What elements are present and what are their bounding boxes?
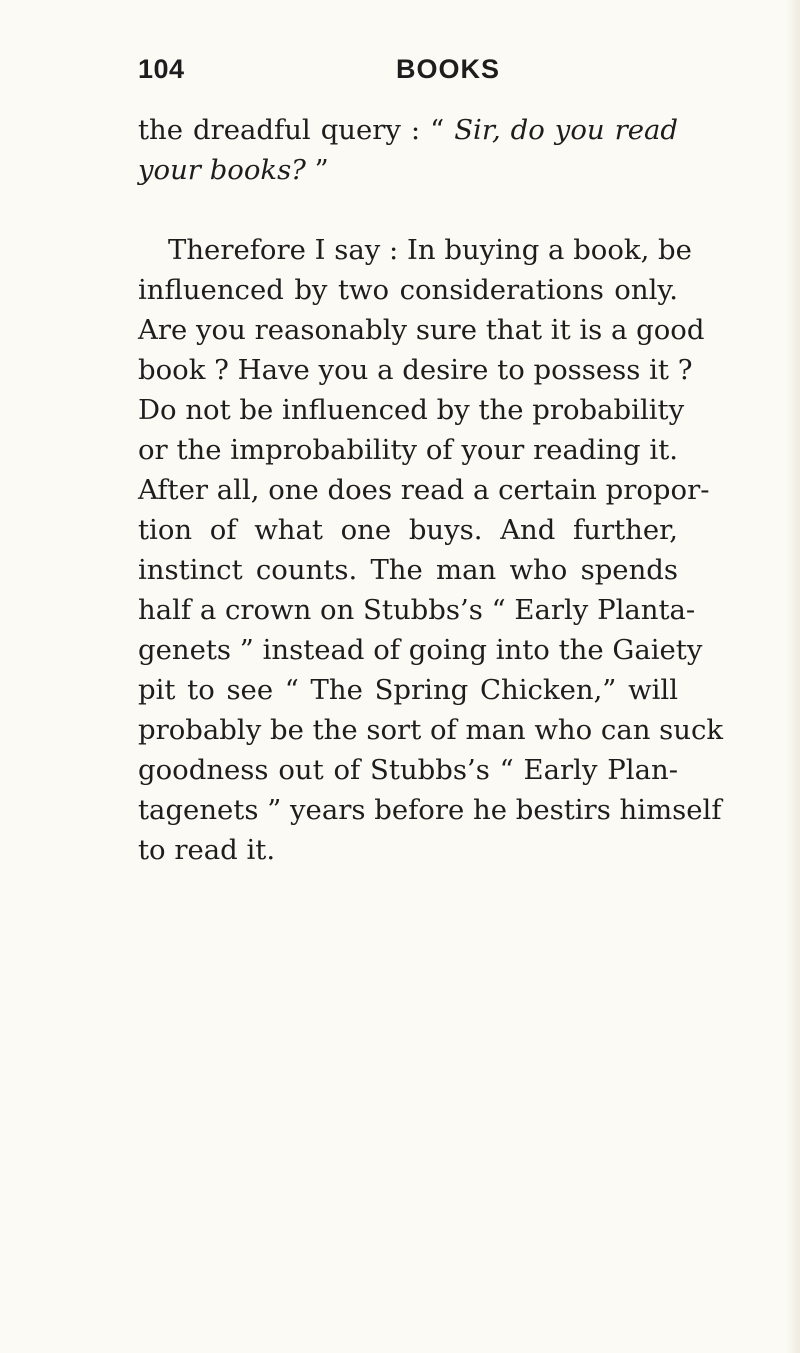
text-line: book ? Have you a desire to possess it ?: [138, 354, 693, 386]
quote-italic: Sir, do you read: [454, 114, 679, 146]
text-line: Are you reasonably sure that it is a good: [138, 314, 705, 346]
text-line: Do not be influenced by the probability: [138, 394, 685, 426]
text-line: goodness out of Stubbs’s “ Early Plan-: [138, 754, 678, 786]
text-line: [138, 150, 678, 190]
text-line: genets ” instead of going into the Gaiety: [138, 634, 703, 666]
text-line: [138, 110, 678, 150]
text-line: influenced by two considerations only.: [138, 274, 678, 306]
body-text: [138, 110, 724, 870]
text-line: tagenets ” years before he bestirs himself: [138, 794, 722, 826]
quote-close: ”: [305, 154, 329, 186]
text-line: After all, one does read a certain propor-: [138, 474, 710, 506]
page-edge-shading: [786, 0, 800, 1353]
text-line: tion of what one buys. And further,: [138, 514, 678, 546]
paragraph-gap: [138, 190, 678, 230]
quote-lead: the dreadful query : “: [138, 114, 455, 146]
page-number: 104: [138, 54, 185, 84]
running-title: BOOKS: [396, 54, 501, 84]
text-line: pit to see “ The Spring Chicken,” will: [138, 674, 678, 706]
text-line: or the improbability of your reading it.: [138, 434, 678, 466]
running-head: [138, 54, 678, 94]
quote-italic: your books?: [138, 154, 306, 186]
text-line: Therefore I say : In buying a book, be: [168, 234, 692, 266]
text-line: instinct counts. The man who spends: [138, 554, 678, 586]
text-line: half a crown on Stubbs’s “ Early Planta-: [138, 594, 696, 626]
text-line: to read it.: [138, 834, 276, 866]
text-line: probably be the sort of man who can suck: [138, 714, 724, 746]
